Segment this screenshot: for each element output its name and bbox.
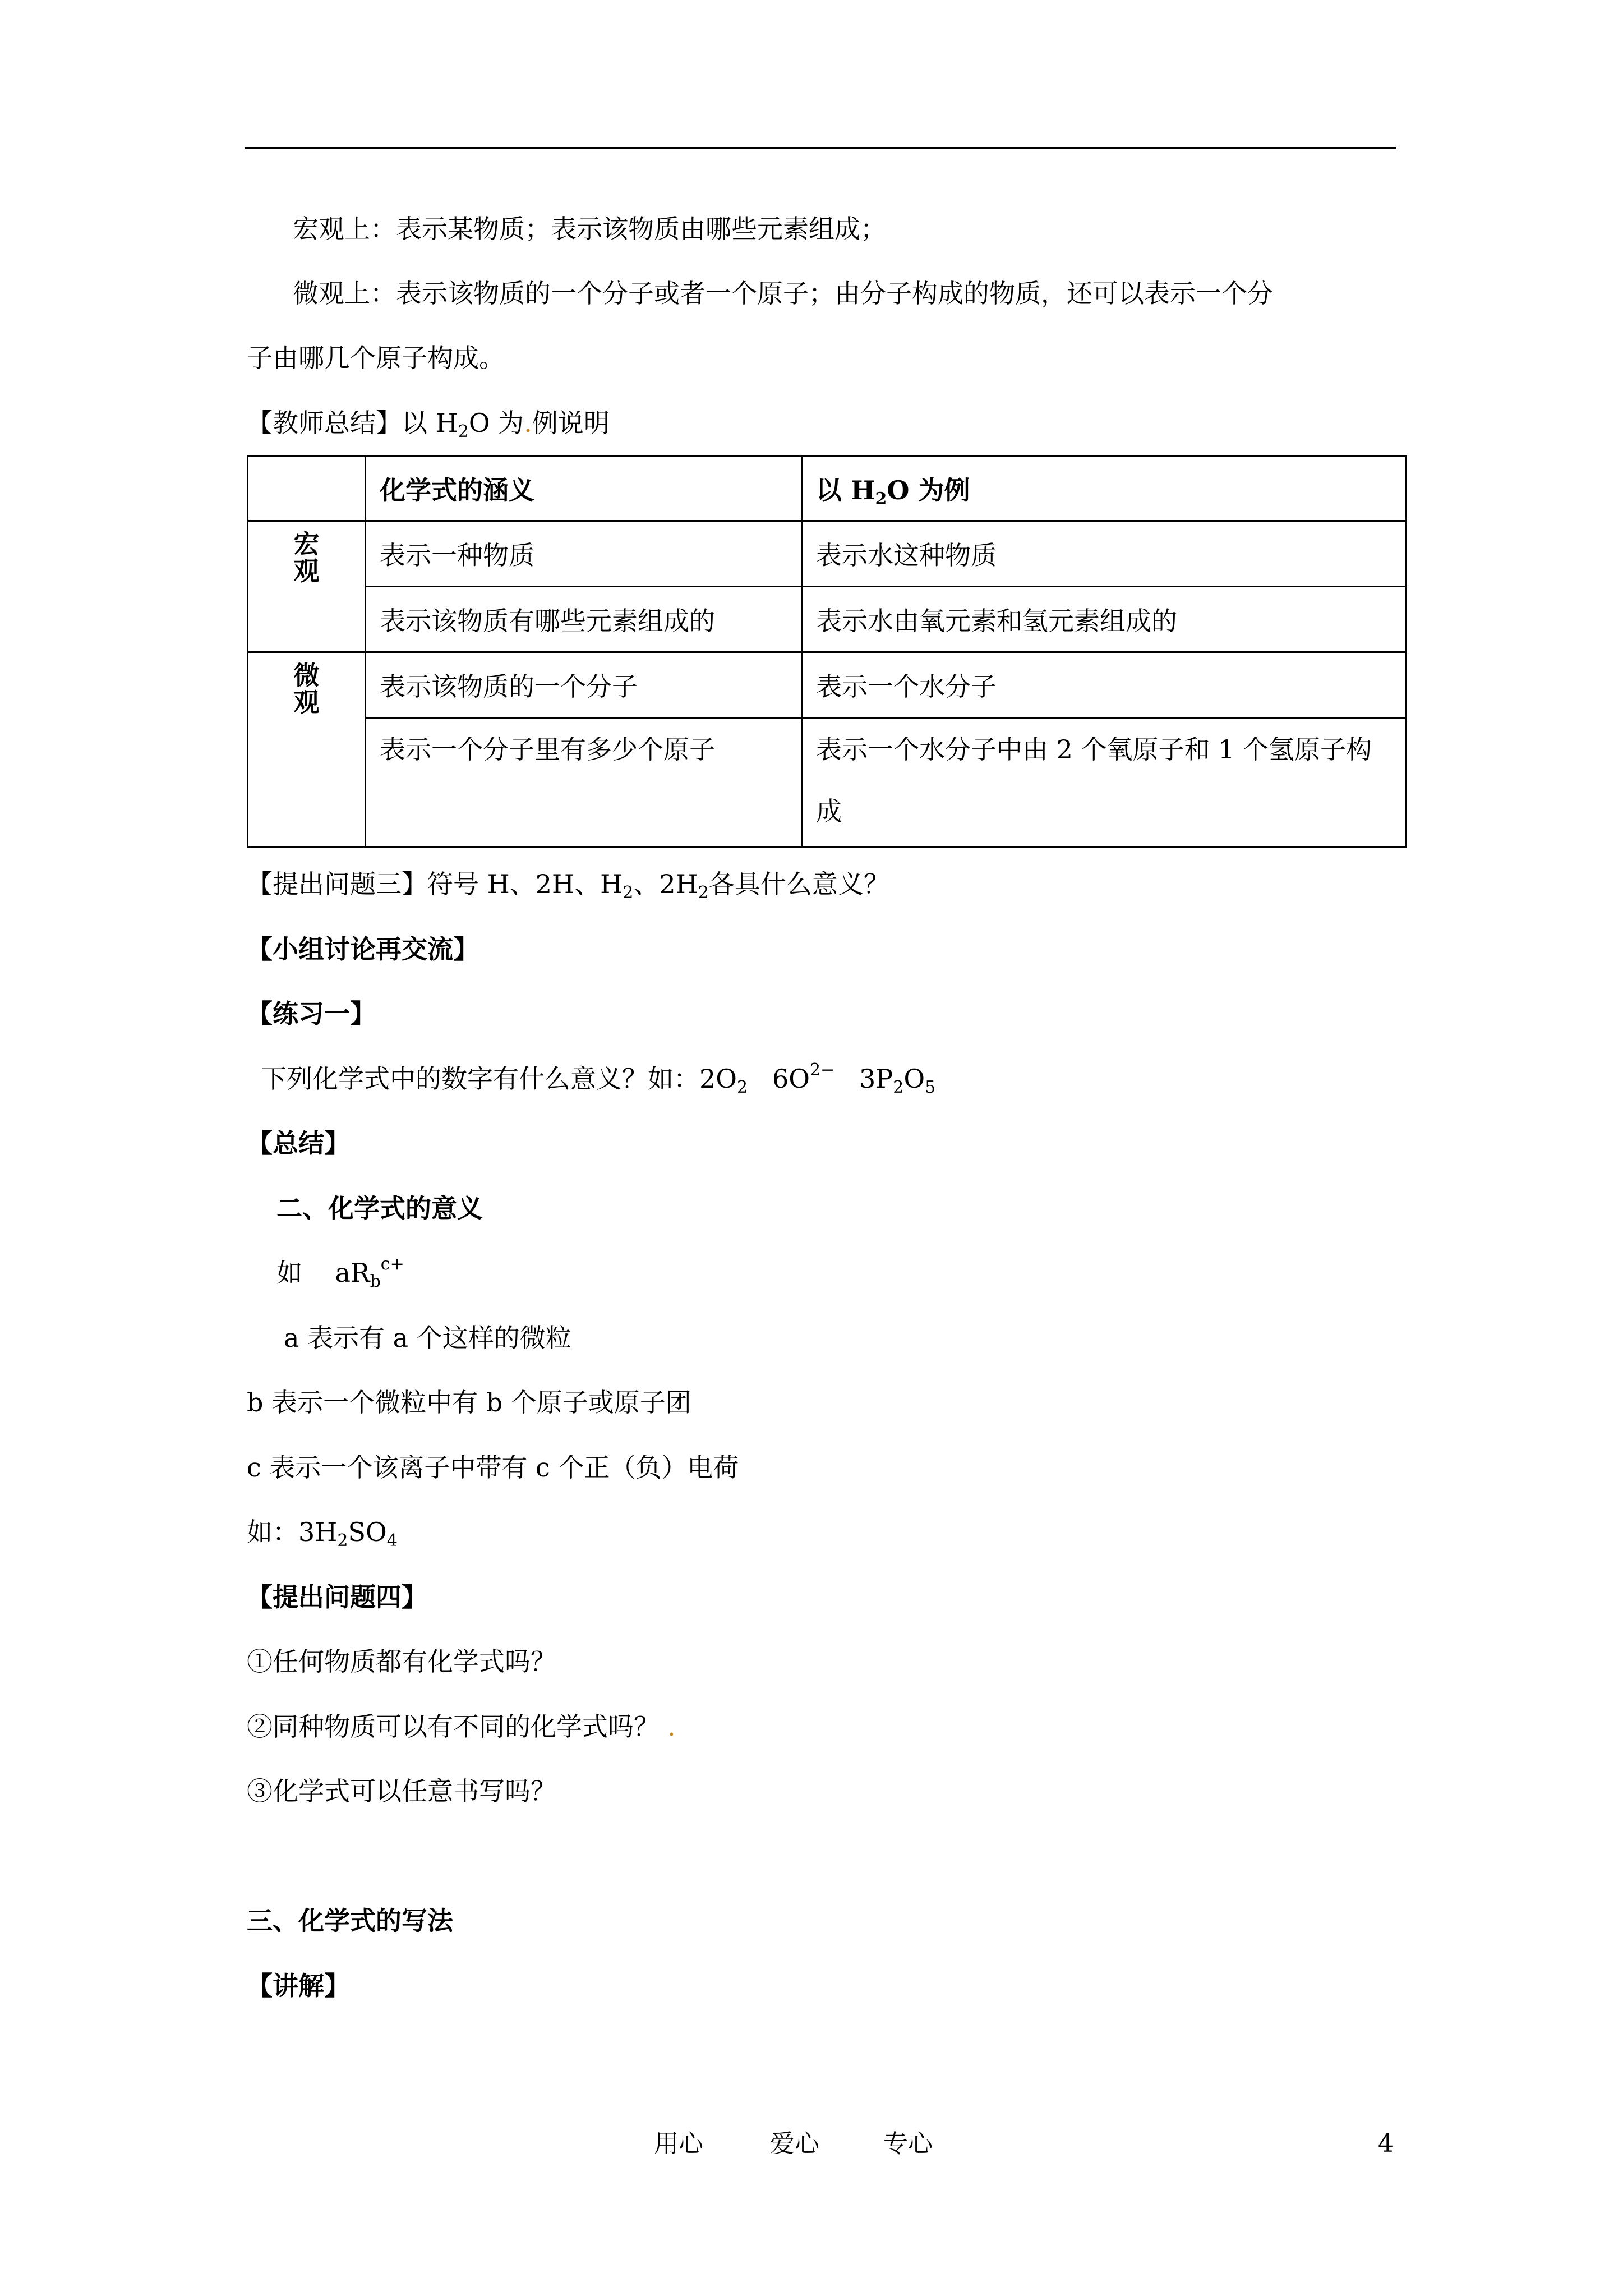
teacher-summary-line: 【教师总结】以 $H_2O$ 为.例说明 — [247, 408, 610, 441]
description-b: b 表示一个微粒中有 b 个原子或原子团 — [247, 1387, 691, 1418]
macro-meaning-line: 宏观上：表示某物质；表示该物质由哪些元素组成； — [293, 214, 886, 244]
micro-meaning-line: 微观上：表示该物质的一个分子或者一个原子；由分子构成的物质，还可以表示一个分 — [293, 278, 1273, 309]
group-label-micro: 微观 — [248, 652, 366, 848]
question-four-item: ②同种物质可以有不同的化学式吗？ . — [247, 1711, 676, 1742]
group-discussion-heading: 【小组讨论再交流】 — [247, 934, 479, 964]
question-four-heading: 【提出问题四】 — [247, 1582, 427, 1612]
exercise-one-heading: 【练习一】 — [247, 999, 376, 1029]
table-cell-example: 表示一个水分子 — [802, 652, 1407, 718]
table-row — [248, 652, 1407, 718]
footer-motto-1: 用心 — [654, 2129, 703, 2158]
question-four-item: ③化学式可以任意书写吗？ — [247, 1776, 556, 1806]
formula-example: 如：$3H_2SO_4$ — [247, 1517, 398, 1550]
table-header-example: 以 $H_2O$ 为例 — [802, 457, 1407, 521]
description-c: c 表示一个该离子中带有 c 个正（负）电荷 — [247, 1452, 739, 1483]
general-formula: 如 $aR_b^{c+}$ — [276, 1254, 404, 1291]
table-header-row — [248, 457, 1407, 521]
question-four-item: ①任何物质都有化学式吗？ — [247, 1646, 556, 1677]
table-row — [248, 521, 1407, 587]
header-rule — [245, 147, 1396, 149]
group-label-macro: 宏观 — [248, 521, 366, 652]
micro-meaning-continued: 子由哪几个原子构成。 — [247, 343, 505, 373]
page-number: 4 — [1378, 2129, 1394, 2158]
formula-meaning-table — [247, 455, 1407, 848]
table-cell-meaning: 表示该物质有哪些元素组成的 — [366, 587, 802, 652]
table-cell-meaning: 表示该物质的一个分子 — [366, 652, 802, 718]
table-cell-meaning: 表示一个分子里有多少个原子 — [366, 718, 802, 848]
description-a: a 表示有 a 个这样的微粒 — [284, 1323, 571, 1353]
table-cell-example: 表示一个水分子中由 2 个氧原子和 1 个氢原子构成 — [802, 718, 1407, 848]
table-corner-cell — [248, 457, 366, 521]
lecture-heading: 【讲解】 — [247, 1971, 350, 2001]
section-three-title: 三、化学式的写法 — [247, 1906, 453, 1936]
table-row — [248, 587, 1407, 652]
table-row — [248, 718, 1407, 848]
table-cell-example: 表示水由氧元素和氢元素组成的 — [802, 587, 1407, 652]
table-cell-example: 表示水这种物质 — [802, 521, 1407, 587]
footer-motto-3: 专心 — [883, 2129, 933, 2158]
summary-heading: 【总结】 — [247, 1128, 350, 1158]
section-two-title: 二、化学式的意义 — [276, 1193, 483, 1223]
exercise-one-text: 下列化学式中的数字有什么意义？如：$2O_2$ $6O^{2-}$ $3P_2O_5$ — [261, 1060, 936, 1097]
table-cell-meaning: 表示一种物质 — [366, 521, 802, 587]
footer-motto-2: 爱心 — [770, 2129, 819, 2158]
table-header-meaning: 化学式的涵义 — [366, 457, 802, 521]
question-three: 【提出问题三】符号 H、2H、$H_2$、$2H_2$各具什么意义？ — [247, 869, 889, 903]
